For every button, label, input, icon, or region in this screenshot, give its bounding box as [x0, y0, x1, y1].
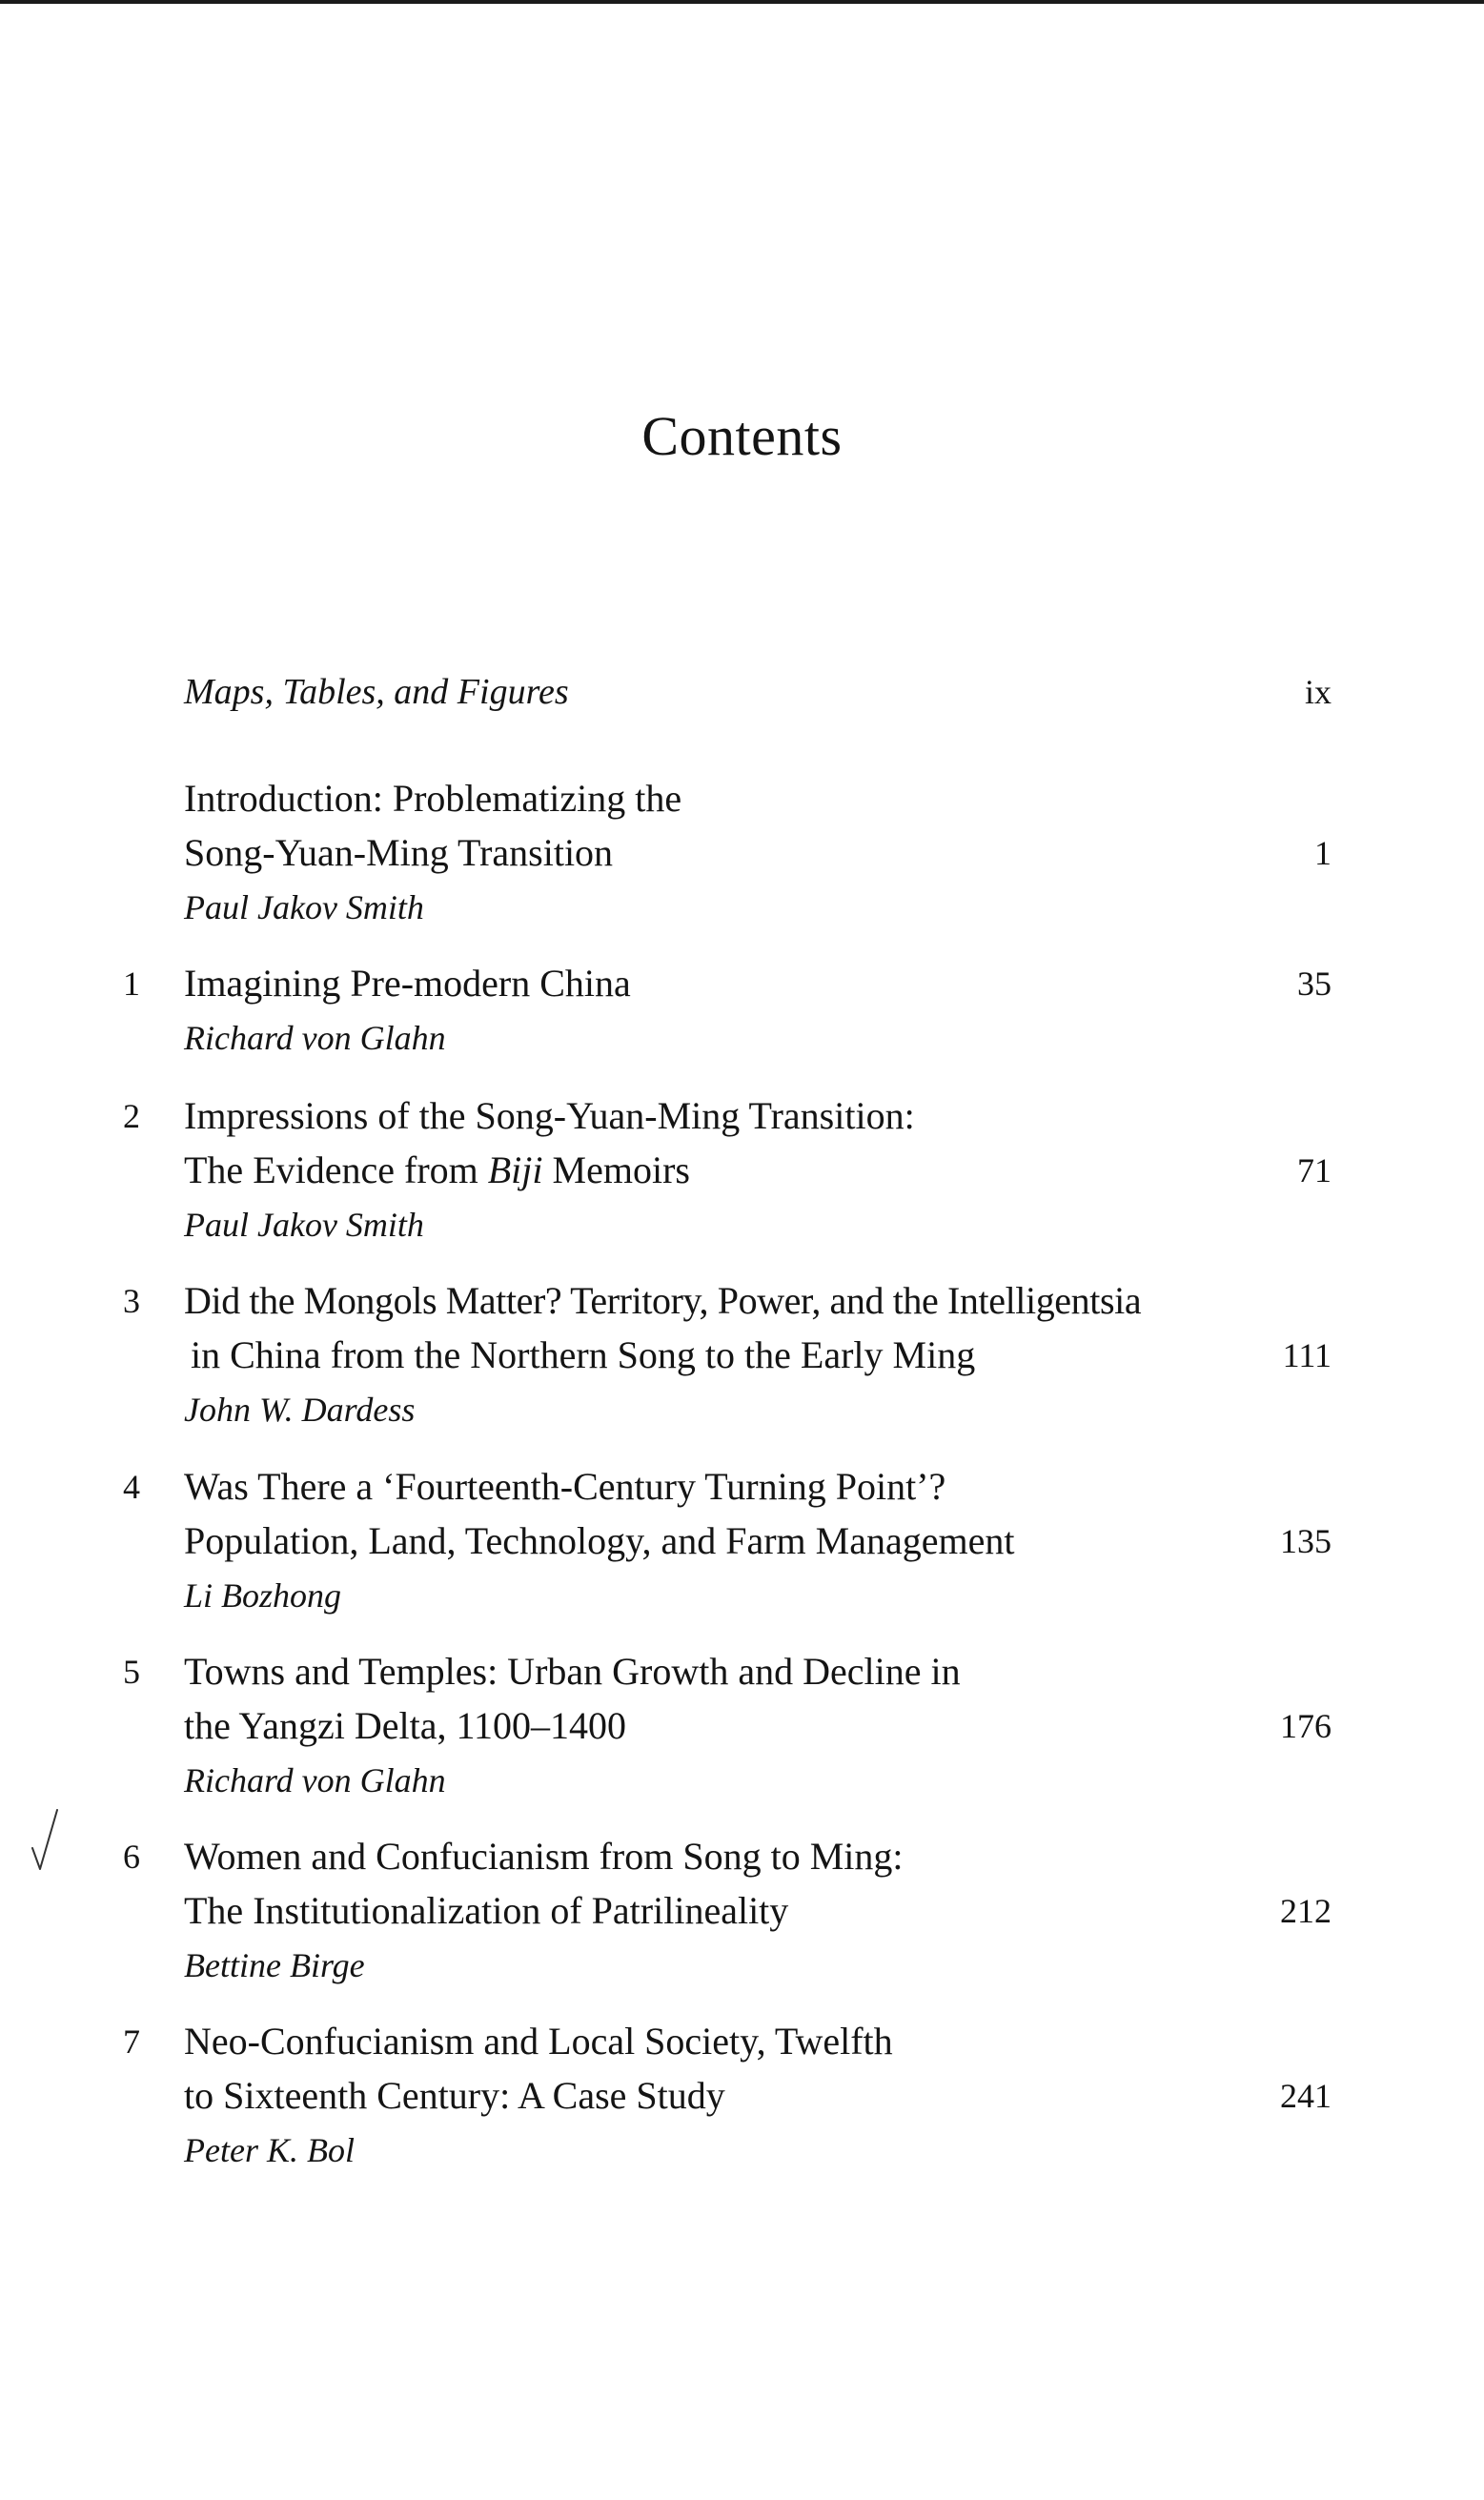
- entry-title-line: Impressions of the Song-Yuan-Ming Transition:: [184, 1094, 915, 1137]
- entry-title-line: Was There a ‘Fourteenth-Century Turning Point’?: [184, 1465, 946, 1508]
- entry-author: Paul Jakov Smith: [184, 1206, 424, 1244]
- entry-title-line: the Yangzi Delta, 1100–1400: [184, 1704, 627, 1747]
- chapter-number: 7: [123, 2022, 140, 2061]
- entry-title-line: Introduction: Problematizing the: [184, 777, 682, 820]
- entry-page-number: 135: [1280, 1522, 1332, 1560]
- entry-author: Li Bozhong: [184, 1576, 342, 1615]
- entry-title-line: Imagining Pre-modern China: [184, 962, 631, 1005]
- entry-page-number: 35: [1297, 965, 1332, 1003]
- entry-title-line: Neo-Confucianism and Local Society, Twelfth: [184, 2020, 893, 2063]
- entry-page-number: 71: [1297, 1151, 1332, 1189]
- chapter-number: 1: [123, 965, 140, 1003]
- entry-author: Bettine Birge: [184, 1946, 365, 1984]
- entry-title-line: Towns and Temples: Urban Growth and Decline in: [184, 1650, 961, 1693]
- entry-title: Maps, Tables, and Figures: [184, 672, 569, 712]
- entry-author: Richard von Glahn: [184, 1019, 446, 1057]
- title-text: The Evidence from: [184, 1148, 488, 1191]
- title-text: Memoirs: [542, 1148, 690, 1191]
- entry-title-line: in China from the Northern Song to the Early Ming: [191, 1333, 976, 1376]
- handwritten-check-mark: [29, 1806, 67, 1873]
- chapter-number: 5: [123, 1653, 140, 1691]
- entry-title-line: Song-Yuan-Ming Transition: [184, 831, 614, 874]
- entry-title-line: Population, Land, Technology, and Farm Management: [184, 1519, 1015, 1562]
- entry-title-line: The Institutionalization of Patrilineality: [184, 1889, 789, 1932]
- entry-title-line: Did the Mongols Matter? Territory, Power, and the Intelligentsia: [184, 1279, 1142, 1322]
- entry-title-line: [184, 1144, 690, 1197]
- entry-author: Richard von Glahn: [184, 1761, 446, 1799]
- entry-title-line: to Sixteenth Century: A Case Study: [184, 2074, 725, 2117]
- entry-page-number: ix: [1304, 673, 1332, 711]
- entry-page-number: 111: [1282, 1336, 1332, 1374]
- chapter-number: 6: [123, 1838, 140, 1876]
- chapter-number: 3: [123, 1282, 140, 1320]
- page-title: Contents: [641, 405, 843, 467]
- entry-page-number: 212: [1280, 1892, 1332, 1930]
- chapter-number: 2: [123, 1097, 140, 1135]
- top-rule: [0, 0, 1484, 4]
- entry-author: Paul Jakov Smith: [184, 888, 424, 926]
- entry-page-number: 241: [1280, 2077, 1332, 2115]
- entry-title-line: Women and Confucianism from Song to Ming:: [184, 1835, 904, 1878]
- entry-author: Peter K. Bol: [184, 2131, 355, 2169]
- entry-author: John W. Dardess: [184, 1391, 416, 1429]
- entry-page-number: 176: [1280, 1707, 1332, 1745]
- chapter-number: 4: [123, 1468, 140, 1506]
- entry-page-number: 1: [1314, 834, 1332, 872]
- title-emphasis: Biji: [487, 1148, 543, 1191]
